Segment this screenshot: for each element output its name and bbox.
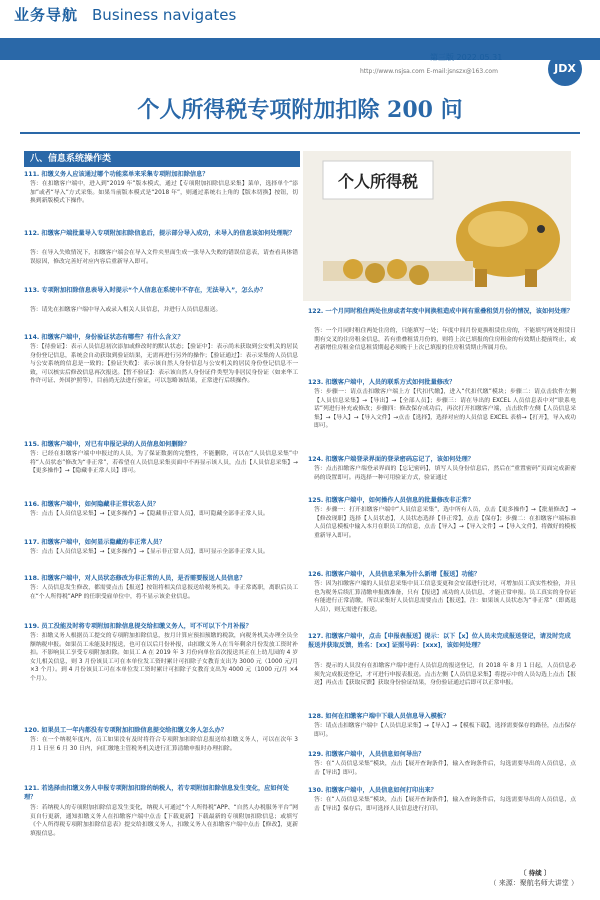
answer-114: 答：【待验证】：表示人员信息初次添加或修改时的默认状态；【验证中】：表示尚未获取到公安机关的居民身份登记信息，系统会自动获取到验证结果，无需再进行另外的操作；【验证通过】：表示采集的人员信息与公安系统的信息是一致的；【验证失败】：表示该自然人身份信息与公安机关的居民身份登记信息不一致，可以核实后修改信息再次报送。【暂不验证】：表示该自然人身份证件类型为非居民身份证（如来华工作许可证、外国护照等），目前尚无法进行验证，可以忽略该结果，正常进行后续操作。	[30, 344, 298, 385]
page-header	[0, 0, 600, 92]
article-title: 个人所得税专项附加扣除 200 问	[137, 97, 463, 123]
question-123: 123. 扣缴客户端中，人员的联系方式如何批量修改？	[308, 379, 456, 386]
answer-130: 答：在“人员信息采集”模块，点击【展开查询条件】，输入查询条件后，勾选需要导出的人员信息，点击【导出】保存后，即可选择人员信息进行打印。	[314, 797, 576, 812]
issue-date: 第三版 2022.05.31	[430, 53, 503, 62]
answer-115: 答：已经在扣缴客户端中申报过的人员，为了保证数据的完整性，不能删除，可以在“人员信息采集”中将“人员状态”修改为“非正常”，若希望在人员信息采集页面中不再显示该人员，点击【人员信息采集】→【更多操作】→【隐藏非正常人员】即可。	[30, 451, 298, 475]
section-name: 业务导航 Business navigates	[14, 6, 237, 24]
question-111: 111. 扣缴义务人应该通过哪个功能菜单来采集专项附加扣除信息？	[24, 171, 209, 178]
question-120: 120. 如果员工一年内都没有专项附加扣除信息提交给扣缴义务人怎么办？	[24, 727, 228, 734]
answer-118: 答：人员信息发生修改，都需要点击【报送】按钮将相关信息报送给税务机关。非正常离职，离职后员工在“个人所得税”APP 的任职受雇单位中，将不显示该企业信息。	[30, 585, 298, 600]
answer-125: 答：步骤一：打开扣缴客户端中“人员信息采集”，选中所有人员，点击【更多操作】→【批量修改】→【修改现职】选择【人员状态】，人员状态选择【非正常】，点击【保存】；步骤二：在扣缴客户端标准人员信息模板中输入本月在职员工的信息，点击【导入】→【导入文件】→【导入文件】，将做好的模板重新导入即可。	[314, 507, 576, 539]
question-117: 117. 扣缴客户端中，如何显示隐藏的非正常人员？	[24, 539, 166, 546]
contact-line: http://www.nsjsa.com E-mail:jsnszx@163.com	[360, 68, 498, 75]
answer-117: 答：点击【人员信息采集】→【更多操作】→【显示非正常人员】，即可显示全部非正常人员。	[30, 549, 269, 555]
question-119: 119. 员工没能及时将专项附加扣除信息提交给扣缴义务人，可不可以下个月补报？	[24, 623, 252, 630]
question-126: 126. 扣缴客户端中，人员信息采集为什么新增【报送】功能？	[308, 571, 481, 578]
answer-120: 答：在一个纳税年度内，员工如果没有及时将符合专项附加扣除信息报送给扣缴义务人，可以在次年 3 月 1 日至 6 月 30 日内，向汇缴地主管税务机关进行汇算清缴申报时办理扣除。	[30, 737, 298, 752]
question-122: 122. 一个月同时租住两处住房或者年度中间换租造成中间有重叠租赁月份的情况，该如何处理？	[308, 308, 573, 315]
question-113: 113. 专项附加扣除信息表导入时提示“个人信息在系统中不存在，无法导入”，怎么办？	[24, 287, 267, 294]
answer-119: 答：扣缴义务人根据员工提交的专项附加扣除信息，按月计算应预扣预缴的税款，向税务机关办理全员全额纳税申报。如果员工未能及时报送，也可在以后月份补报，由扣缴义务人在当年剩余月份发放工资时补扣。不影响员工享受专项附加扣除。如员工 A 在 2019 年 3 月份向单位首次报送其正在上幼儿园的 4 岁女儿相关信息，则 3 月份该员工可在本单位发工资时累计可扣除子女教育支出为 3000 元（1000 元/月 ×3 个月）。到 4 月份该员工可在本单位发工资时累计可扣除子女教育支出为 4000 元（1000 元/月 ×4 个月）。	[30, 633, 298, 682]
answer-112: 答：在导入失败情况下，扣缴客户端会在导入文件夹里面生成一张导入失败的错误信息表，请查看具体错误原因，修改完善好对应内容后重新导入即可。	[30, 250, 298, 265]
question-125: 125. 扣缴客户端中，如何操作人员信息的批量修改非正常？	[308, 497, 474, 504]
answer-124: 答：点击扣缴客户端登录界面的【忘记密码】，填写人员身份信息后，然后在“重置密码”页面完成新密码的设置即可。再选择一种可用验证方式，验证通过	[314, 466, 576, 481]
answer-122: 答：一个月同时租住两处住房的，只能填写一处；年度中间月份更换租赁住房的，不能填写两处租赁日期有交叉的住房租金信息，若有重叠租赁月份的，则将上次已填报的住房租金的有效期止提前终止，或者新增住房租金信息租赁期起必须晚于上次已填报的住房租赁期止所属月份。	[314, 328, 576, 352]
answer-129: 答：在“人员信息采集”模块，点击【展开查询条件】，输入查询条件后，勾选需要导出的人员信息，点击【导出】即可。	[314, 761, 576, 776]
question-116: 116. 扣缴客户端中，如何隐藏非正常状态人员？	[24, 501, 159, 508]
question-115: 115. 扣缴客户端中，对已有申报记录的人员信息如何删除？	[24, 441, 190, 448]
header-bar	[0, 38, 600, 60]
question-127: 127. 扣缴客户端中，点击【申报表报送】提示：以下【x】位人员未完成报送登记，请及时完成报送并获取反馈，姓名：[xx] 证照号码：[xxx]，该如何处理？	[308, 633, 571, 649]
piggy-bank-icon	[303, 151, 571, 301]
question-118: 118. 扣缴客户端中，对人员状态修改为非正常的人员，是否需要报送人员信息？	[24, 575, 246, 582]
question-121: 121. 若选择由扣缴义务人申报专项附加扣除的纳税人，若专项附加扣除信息发生变化，应如何处理？	[24, 785, 289, 801]
answer-111: 答：在扣缴客户端中，进入到“2019 年”版本模式，通过【专项附加扣除信息采集】菜单，选择单个“添加”或者“导入”方式采集。如果当前版本模式是“2018 年”，则通过系统右上角的【版本切换】按钮，切换到新版模式下操作。	[30, 181, 298, 205]
question-130: 130. 扣缴客户端中，人员信息如何打印出来？	[308, 787, 437, 794]
answer-126: 答：因为扣缴客户端的人员信息采集中员工信息变更和会安部进行比对，可增加员工真实性校验，并且也为税务后续汇算清缴申报做准备，只有【报送】成功的人员信息，才能正常申报。员工真实的身份证有能进行正常清缴，所以采集好人员信息需要点击【报送】，注：如果该人员状态为“非正常”（即离退人员），则无需进行报送。	[314, 581, 576, 613]
answer-123: 答：步骤一：请点击扣缴客户端上方【代扣代缴】，进入“代扣代缴”模块；步骤二：请点击软件左侧【人员信息采集】→【导出】→【全部人员】；步骤三：请在导出的 EXCEL 人员信息表中对“联系电话”列进行补充或修改；步骤四：修改保存成功后，再次打开扣缴客户端，点击软件左侧【人员信息采集】→【导入】→【导入文件】→点击【选择】，选择对应的人员信息 EXCEL 表格→【打开】，导入成功即可。	[314, 389, 576, 430]
publisher-logo: JDX	[548, 52, 582, 86]
answer-116: 答：点击【人员信息采集】→【更多操作】→【隐藏非正常人员】，即可隐藏全部非正常人员。	[30, 511, 269, 517]
answer-127: 答：提示的人员没有在扣缴客户端中进行人员信息的报送登记，自 2018 年 8 月 1 日起，人员信息必须先完成报送登记，才可进行申报表报送。点击左侧【人员信息采集】将提示中的人员勾选上点击【报送】再点击【获取反馈】获取身份验证结果，身份验证通过后即可以正常申报。	[314, 663, 576, 687]
tax-illustration	[303, 151, 571, 301]
answer-128: 答：请点击扣缴客户端中【人员信息采集】→【导入】→【模板下载】，选择需要保存的路径，点击保存即可。	[314, 723, 576, 738]
question-124: 124. 扣缴客户端登录界面的登录密码忘记了，该如何处理？	[308, 456, 474, 463]
continued-label: 〔 待续 〕	[520, 869, 551, 877]
question-129: 129. 扣缴客户端中，人员信息如何导出？	[308, 751, 425, 758]
title-divider	[20, 132, 580, 134]
photo-sign-text: 个人所得税	[337, 172, 419, 191]
source-footer: （ 来源：聚航名师大讲堂 ）	[489, 879, 578, 887]
question-114: 114. 扣缴客户端中，身份验证状态有哪些？有什么含义？	[24, 334, 184, 341]
answer-113: 答：请先在扣缴客户端中导入或录入相关人员信息，并进行人员信息报送。	[30, 307, 222, 313]
answer-121: 答：若纳税人的专项附加扣除信息发生变化，纳税人可通过“个人所得税”APP、“自然人办税服务平台”网页自行更新，通知扣缴义务人在扣缴客户端中点击【下载更新】下载最新的专项附加扣除信息；或填写《个人所得税专项附加扣除信息表》提交给扣缴义务人，扣缴义务人在扣缴客户端中点击【修改】，更新填报信息。	[30, 805, 298, 837]
question-112: 112. 扣缴客户端批量导入专项附加扣除信息后，提示部分导入成功，未导入的信息该如何处理呢？	[24, 230, 296, 237]
question-128: 128. 如何在扣缴客户端中下载人员信息导入模板？	[308, 713, 450, 720]
section-heading: 八、信息系统操作类	[24, 151, 300, 167]
